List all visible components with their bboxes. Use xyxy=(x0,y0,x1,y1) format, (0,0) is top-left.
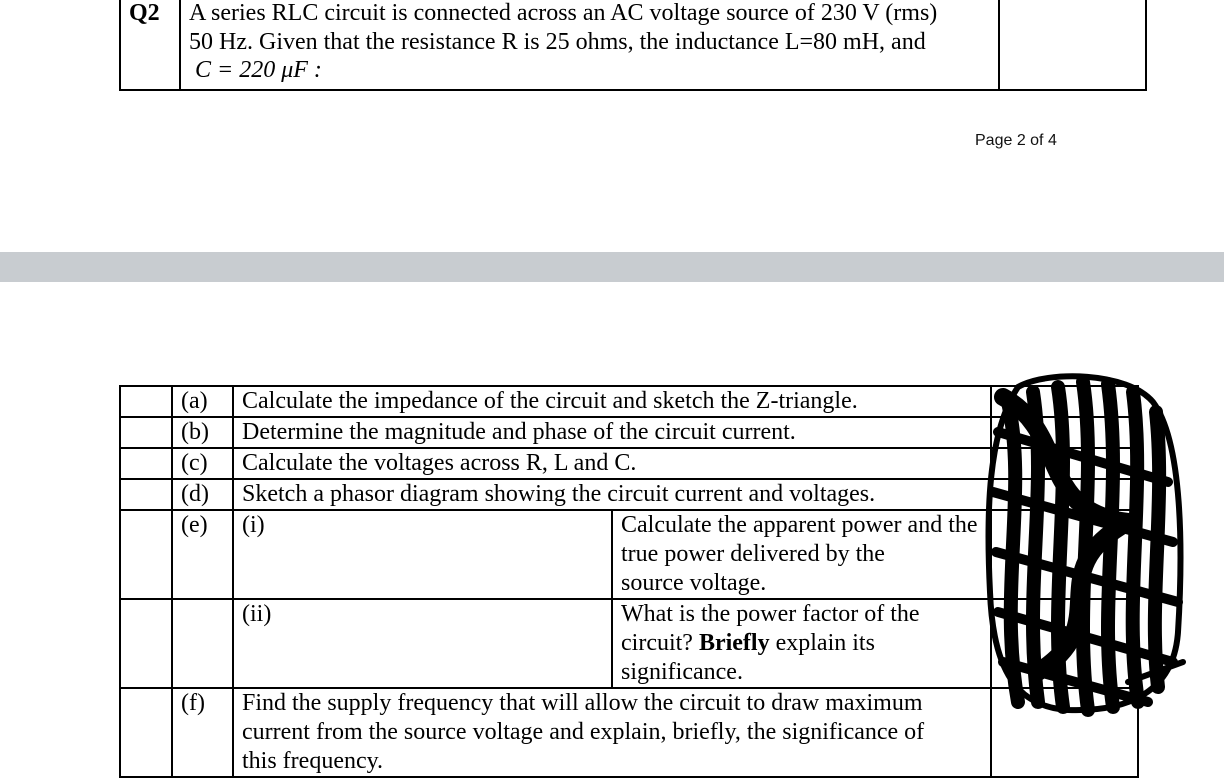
page-number: Page 2 of 4 xyxy=(975,132,1057,149)
part-label: (a) xyxy=(172,386,233,417)
part-label: (b) xyxy=(172,417,233,448)
part-text: Calculate the impedance of the circuit and sketch the Z-triangle. xyxy=(233,386,991,417)
question-number: Q2 xyxy=(120,0,180,90)
question-line-1: A series RLC circuit is connected across an AC voltage source of 230 V (rms) xyxy=(189,0,938,26)
redaction-scribble xyxy=(978,372,1193,719)
part-label: (f) xyxy=(172,688,233,777)
subpart-label: (i) xyxy=(233,510,612,599)
question-statement xyxy=(180,0,999,90)
part-label: (d) xyxy=(172,479,233,510)
question-line-3: C = 220 μF : xyxy=(195,57,322,83)
part-text: Sketch a phasor diagram showing the circuit current and voltages. xyxy=(233,479,991,510)
question-header-table xyxy=(119,0,1147,91)
part-text: Calculate the voltages across R, L and C. xyxy=(233,448,991,479)
subpart-label: (ii) xyxy=(233,599,612,688)
question-line-2: 50 Hz. Given that the resistance R is 25 ohms, the inductance L=80 mH, and xyxy=(189,28,926,55)
part-label: (e) xyxy=(172,510,233,599)
part-text: Find the supply frequency that will allow the circuit to draw maximum current from the source voltage and explain, briefly, the significance of this frequency. xyxy=(233,688,991,777)
emphasis-word: Briefly xyxy=(698,630,770,656)
part-text: Determine the magnitude and phase of the circuit current. xyxy=(233,417,991,448)
marks-cell xyxy=(999,0,1146,90)
subpart-text: What is the power factor of the circuit? Briefly explain its significance. xyxy=(612,599,991,688)
subpart-text: Calculate the apparent power and the true power delivered by the source voltage. xyxy=(612,510,991,599)
page-separator xyxy=(0,252,1224,282)
part-label: (c) xyxy=(172,448,233,479)
